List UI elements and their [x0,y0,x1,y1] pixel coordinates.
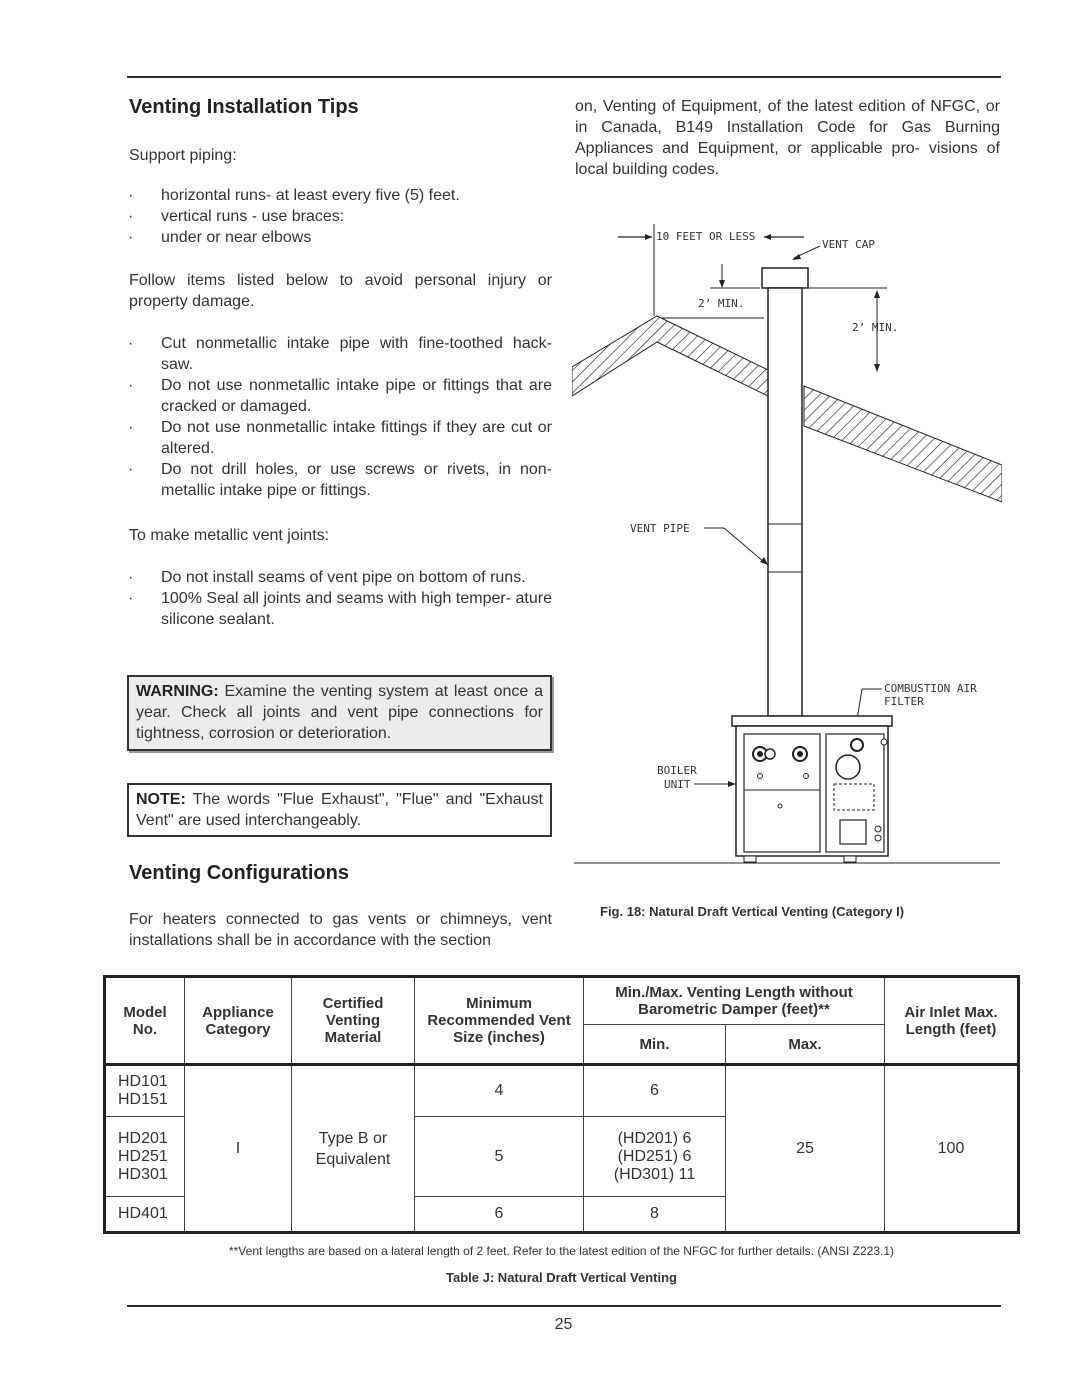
list-item: · under or near elbows [128,227,552,248]
fitting-3 [881,739,887,745]
list-item: · Do not use nonmetallic intake fittings if they are cut or altered. [128,417,552,459]
venting-table [103,975,1020,1234]
label-vent-cap: VENT CAP [822,238,875,251]
follow-items-text: Follow items listed below to avoid personal injury or property damage. [129,272,552,310]
boiler-foot-left [744,856,756,862]
label-combustion-air: COMBUSTION AIR [884,682,977,695]
boiler-rating-plate [834,784,874,810]
table-row [105,1065,1019,1117]
min-length-cell: 6 [584,1065,726,1117]
list-item: · Cut nonmetallic intake pipe with fine-toothed hack- saw. [128,333,552,375]
boiler-top-flange [732,716,892,726]
label-unit: UNIT [664,778,691,791]
config-text: For heaters connected to gas vents or chimneys, vent installations shall be in accordance with the section [129,911,552,949]
table-caption: Table J: Natural Draft Vertical Venting [446,1270,677,1285]
label-boiler: BOILER [657,764,697,777]
roof-right-hatch [804,386,1002,502]
gauge-2 [765,749,775,759]
indicator-3 [778,804,782,808]
top-rule [127,76,1001,78]
indicator-2 [804,774,809,779]
right-column-text: on, Venting of Equipment, of the latest edition of NFGC, or in Canada, B149 Installation Code for Gas Burning Appliances and Equipment, or applicable pro- visions of local building codes. [575,98,1000,178]
min-length-cell: (HD201) 6 (HD251) 6 (HD301) 11 [584,1117,726,1197]
warning-label: WARNING: [136,683,219,700]
label-10-feet-or-less: 10 FEET OR LESS [656,230,756,243]
header-vent-size: Minimum Recommended Vent Size (inches) [415,977,584,1065]
list-item: · Do not use nonmetallic intake pipe or fittings that are cracked or damaged. [128,375,552,417]
list-item: · Do not install seams of vent pipe on bottom of runs. [128,567,552,588]
note-box [127,783,552,837]
model-cell: HD401 [105,1197,185,1233]
heading-venting-installation-tips: Venting Installation Tips [129,96,359,118]
list-item: · 100% Seal all joints and seams with high temper- ature silicone sealant. [128,588,552,630]
heading-venting-configurations: Venting Configurations [129,862,349,884]
vent-pipe-arrow [760,557,768,565]
intake-pipe-list [128,333,552,501]
dimension-2min-right-arrow-down [874,364,880,372]
max-length-cell: 25 [726,1065,885,1233]
air-inlet-cell: 100 [885,1065,1019,1233]
venting-diagram [572,212,1002,874]
boiler-round-opening [836,755,860,779]
bottom-rule [127,1305,1001,1307]
metallic-vent-label: To make metallic vent joints: [129,527,330,544]
table-footnote: **Vent lengths are based on a lateral length of 2 feet. Refer to the latest edition of the NFGC for further details. (ANSI Z223.1) [228,1244,895,1258]
fitting-2 [875,835,881,841]
note-text: The words "Flue Exhaust", "Flue" and "Exhaust Vent" are used interchangeably. [136,791,543,829]
category-cell: I [185,1065,292,1233]
material-text: Type B or Equivalent [315,1129,391,1168]
list-item: · vertical runs - use braces: [128,206,552,227]
header-category: Appliance Category [185,977,292,1065]
vent-pipe-leader [724,528,764,562]
vent-pipe [768,288,802,716]
page-number: 25 [554,1316,573,1333]
header-venting-length: Min./Max. Venting Length without Barometric Damper (feet)** [584,977,885,1025]
indicator-1 [758,774,763,779]
gauge-3-inner [797,751,803,757]
dimension-2min-right-arrow-up [874,290,880,298]
gauge-1-inner [757,751,763,757]
label-filter: FILTER [884,695,924,708]
dimension-2min-left-arrow [719,280,725,288]
model-cell: HD201 HD251 HD301 [105,1117,185,1197]
warning-text: Examine the venting system at least once a year. Check all joints and vent pipe connections for tightness, corrosion or deterioration. [136,683,543,742]
vent-size-cell: 4 [415,1065,584,1117]
header-max: Max. [726,1025,885,1065]
list-item: · Do not drill holes, or use screws or rivets, in non- metallic intake pipe or fittings. [128,459,552,501]
boiler-arrow [728,781,736,787]
min-length-cell: 8 [584,1197,726,1233]
header-model: Model No. [105,977,185,1065]
roof-left-hatch [572,316,768,396]
label-vent-pipe: VENT PIPE [630,522,690,535]
header-min: Min. [584,1025,726,1065]
vent-cap [762,268,808,288]
list-item: · horizontal runs- at least every five (5) feet. [128,185,552,206]
fitting-1 [875,826,881,832]
air-filter [851,739,863,751]
material-cell [292,1065,415,1233]
note-label: NOTE: [136,791,186,808]
vent-size-cell: 6 [415,1197,584,1233]
header-material: Certified Venting Material [292,977,415,1065]
warning-box [127,675,552,751]
figure-caption: Fig. 18: Natural Draft Vertical Venting (Category I) [600,904,905,919]
support-piping-list [128,185,552,248]
metallic-vent-list [128,567,552,630]
dimension-10ft-arrow-left [645,234,652,240]
header-air-inlet: Air Inlet Max. Length (feet) [885,977,1019,1065]
boiler-access-door [840,820,866,844]
label-2-min-right: 2’ MIN. [852,321,899,334]
model-cell: HD101 HD151 [105,1065,185,1117]
label-2-min-left: 2’ MIN. [698,297,745,310]
vent-size-cell: 5 [415,1117,584,1197]
dimension-10ft-arrow-right [764,234,771,240]
boiler-foot-right [844,856,856,862]
support-piping-label: Support piping: [129,147,237,164]
